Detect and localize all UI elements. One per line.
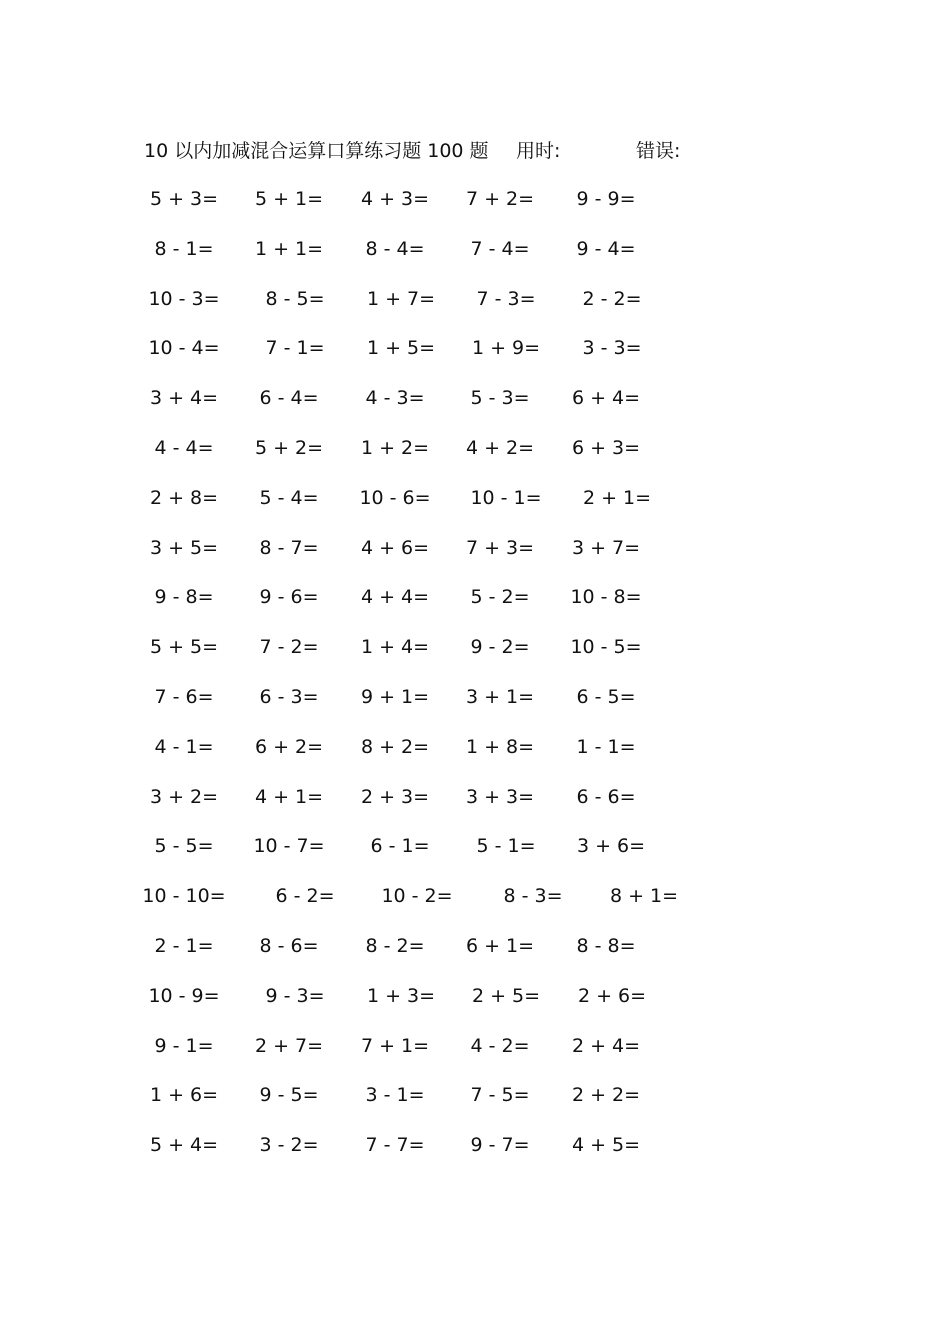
problem-item: 6 - 5= bbox=[576, 685, 636, 708]
problem-item: 7 - 7= bbox=[365, 1134, 425, 1157]
problem-item: 5 + 5= bbox=[149, 636, 219, 659]
problem-item: 7 + 1= bbox=[360, 1034, 430, 1057]
problem-item: 2 + 6= bbox=[577, 984, 647, 1007]
problem-item: 9 - 8= bbox=[154, 586, 214, 609]
problem-item: 9 + 1= bbox=[360, 685, 430, 708]
problem-row bbox=[0, 1080, 950, 1130]
problem-item: 6 - 4= bbox=[259, 387, 319, 410]
problem-item: 8 - 1= bbox=[154, 237, 214, 260]
problem-item: 10 - 10= bbox=[142, 885, 226, 908]
problem-item: 8 + 1= bbox=[609, 885, 679, 908]
problem-item: 5 - 3= bbox=[470, 387, 530, 410]
problem-item: 4 - 1= bbox=[154, 735, 214, 758]
problem-item: 8 - 4= bbox=[365, 237, 425, 260]
problem-item: 9 - 4= bbox=[576, 237, 636, 260]
problem-item: 10 - 9= bbox=[148, 984, 220, 1007]
problem-item: 1 + 1= bbox=[254, 237, 324, 260]
problem-item: 1 - 1= bbox=[576, 735, 636, 758]
problem-row bbox=[0, 931, 950, 981]
problem-item: 4 + 4= bbox=[360, 586, 430, 609]
problem-item: 2 + 5= bbox=[471, 984, 541, 1007]
problem-item: 8 - 5= bbox=[265, 287, 325, 310]
worksheet-title: 10 以内加减混合运算口算练习题 100 题 bbox=[144, 140, 489, 162]
problem-item: 6 + 3= bbox=[571, 436, 641, 459]
problem-item: 3 + 2= bbox=[149, 785, 219, 808]
problem-item: 3 + 5= bbox=[149, 536, 219, 559]
worksheet-header bbox=[0, 136, 950, 166]
problem-row bbox=[0, 981, 950, 1031]
problem-item: 1 + 7= bbox=[366, 287, 436, 310]
problem-item: 6 - 6= bbox=[576, 785, 636, 808]
problem-item: 5 - 4= bbox=[259, 486, 319, 509]
problem-row bbox=[0, 682, 950, 732]
problem-row bbox=[0, 234, 950, 284]
problem-item: 7 - 6= bbox=[154, 685, 214, 708]
problem-row bbox=[0, 632, 950, 682]
problem-grid bbox=[0, 184, 950, 1180]
problem-item: 3 + 7= bbox=[571, 536, 641, 559]
problem-item: 4 + 1= bbox=[254, 785, 324, 808]
problem-item: 5 + 2= bbox=[254, 436, 324, 459]
problem-item: 10 - 6= bbox=[359, 486, 431, 509]
problem-item: 9 - 7= bbox=[470, 1134, 530, 1157]
problem-item: 1 + 2= bbox=[360, 436, 430, 459]
problem-row bbox=[0, 433, 950, 483]
problem-item: 1 + 6= bbox=[149, 1084, 219, 1107]
problem-item: 9 - 9= bbox=[576, 188, 636, 210]
problem-item: 6 + 2= bbox=[254, 735, 324, 758]
problem-item: 3 + 3= bbox=[465, 785, 535, 808]
problem-row bbox=[0, 383, 950, 433]
problem-item: 7 + 3= bbox=[465, 536, 535, 559]
problem-row bbox=[0, 533, 950, 583]
problem-item: 10 - 3= bbox=[148, 287, 220, 310]
problem-item: 7 - 5= bbox=[470, 1084, 530, 1107]
problem-item: 10 - 2= bbox=[381, 885, 453, 908]
problem-item: 9 - 5= bbox=[259, 1084, 319, 1107]
problem-item: 1 + 8= bbox=[465, 735, 535, 758]
problem-item: 6 + 4= bbox=[571, 387, 641, 410]
problem-item: 3 + 6= bbox=[576, 835, 646, 858]
problem-item: 4 + 2= bbox=[465, 436, 535, 459]
problem-row bbox=[0, 582, 950, 632]
problem-item: 3 - 1= bbox=[365, 1084, 425, 1107]
problem-item: 7 - 1= bbox=[265, 337, 325, 360]
problem-item: 8 - 8= bbox=[576, 934, 636, 957]
problem-item: 6 + 1= bbox=[465, 934, 535, 957]
problem-item: 3 - 3= bbox=[582, 337, 642, 360]
problem-row bbox=[0, 732, 950, 782]
problem-item: 2 + 7= bbox=[254, 1034, 324, 1057]
problem-item: 2 + 2= bbox=[571, 1084, 641, 1107]
problem-item: 1 + 4= bbox=[360, 636, 430, 659]
problem-item: 9 - 6= bbox=[259, 586, 319, 609]
problem-item: 8 - 2= bbox=[365, 934, 425, 957]
problem-item: 5 + 4= bbox=[149, 1134, 219, 1157]
problem-item: 10 - 8= bbox=[570, 586, 642, 609]
problem-item: 8 - 3= bbox=[503, 885, 563, 908]
problem-item: 9 - 1= bbox=[154, 1034, 214, 1057]
problem-item: 5 + 3= bbox=[149, 188, 219, 210]
problem-item: 4 + 5= bbox=[571, 1134, 641, 1157]
problem-item: 9 - 2= bbox=[470, 636, 530, 659]
problem-row bbox=[0, 881, 950, 931]
problem-item: 2 + 3= bbox=[360, 785, 430, 808]
error-count-label: 错误: bbox=[636, 140, 681, 162]
problem-row bbox=[0, 782, 950, 832]
problem-item: 2 + 1= bbox=[582, 486, 652, 509]
time-used-label: 用时: bbox=[516, 140, 561, 162]
problem-item: 4 - 2= bbox=[470, 1034, 530, 1057]
problem-row bbox=[0, 333, 950, 383]
problem-item: 2 - 2= bbox=[582, 287, 642, 310]
problem-item: 3 - 2= bbox=[259, 1134, 319, 1157]
problem-item: 4 - 3= bbox=[365, 387, 425, 410]
problem-item: 9 - 3= bbox=[265, 984, 325, 1007]
problem-item: 7 + 2= bbox=[465, 188, 535, 210]
problem-item: 10 - 1= bbox=[470, 486, 542, 509]
problem-item: 1 + 3= bbox=[366, 984, 436, 1007]
problem-item: 3 + 1= bbox=[465, 685, 535, 708]
problem-item: 2 + 8= bbox=[149, 486, 219, 509]
problem-item: 10 - 7= bbox=[253, 835, 325, 858]
problem-item: 1 + 5= bbox=[366, 337, 436, 360]
problem-row bbox=[0, 1031, 950, 1081]
problem-row bbox=[0, 483, 950, 533]
problem-item: 5 - 1= bbox=[476, 835, 536, 858]
problem-row bbox=[0, 831, 950, 881]
problem-item: 8 + 2= bbox=[360, 735, 430, 758]
problem-item: 7 - 4= bbox=[470, 237, 530, 260]
problem-item: 10 - 4= bbox=[148, 337, 220, 360]
problem-item: 8 - 7= bbox=[259, 536, 319, 559]
problem-row bbox=[0, 284, 950, 334]
problem-item: 6 - 1= bbox=[370, 835, 430, 858]
problem-item: 1 + 9= bbox=[471, 337, 541, 360]
problem-item: 5 - 2= bbox=[470, 586, 530, 609]
problem-row bbox=[0, 1130, 950, 1180]
problem-item: 2 - 1= bbox=[154, 934, 214, 957]
problem-item: 2 + 4= bbox=[571, 1034, 641, 1057]
problem-item: 4 + 6= bbox=[360, 536, 430, 559]
problem-item: 3 + 4= bbox=[149, 387, 219, 410]
problem-row bbox=[0, 184, 950, 234]
problem-item: 7 - 3= bbox=[476, 287, 536, 310]
problem-item: 5 - 5= bbox=[154, 835, 214, 858]
problem-item: 5 + 1= bbox=[254, 188, 324, 210]
problem-item: 4 + 3= bbox=[360, 188, 430, 210]
problem-item: 6 - 3= bbox=[259, 685, 319, 708]
problem-item: 6 - 2= bbox=[275, 885, 335, 908]
problem-item: 8 - 6= bbox=[259, 934, 319, 957]
problem-item: 7 - 2= bbox=[259, 636, 319, 659]
problem-item: 4 - 4= bbox=[154, 436, 214, 459]
problem-item: 10 - 5= bbox=[570, 636, 642, 659]
